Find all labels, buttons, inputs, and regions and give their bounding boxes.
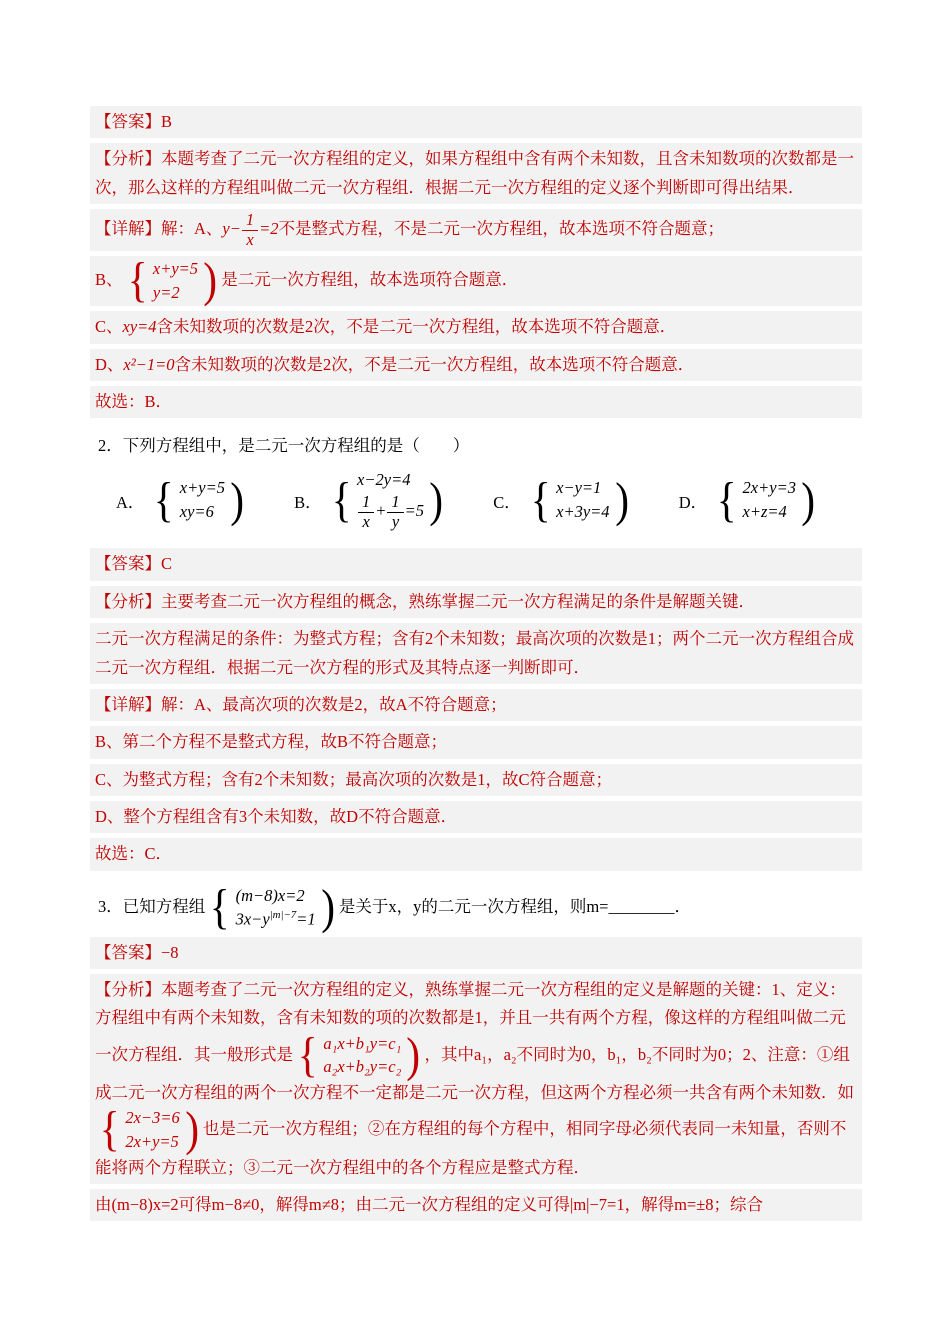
option-label: B． [294, 492, 322, 512]
right-paren: ) [429, 472, 444, 527]
q3-stem-post: 是关于x，y的二元一次方程组，则m=________． [338, 896, 691, 916]
fraction-numerator: 1 [358, 493, 374, 512]
right-paren: ) [203, 253, 218, 308]
math-expression: x²−1=0 [123, 354, 175, 374]
option-b [294, 469, 447, 533]
analysis-text: 主要考查二元一次方程组的概念，熟练掌握二元一次方程满足的条件是解题关键． [161, 591, 755, 611]
option-label: A． [116, 492, 145, 512]
system-row: x−y=1 [556, 478, 602, 498]
fraction-denominator: x [362, 511, 370, 531]
system-row: y=2 [152, 282, 180, 302]
equation-system [98, 1102, 200, 1157]
option-a [116, 472, 248, 527]
system-row: x−2y=4 [357, 469, 411, 489]
answer-label: 【答案】 [95, 554, 161, 574]
math-expression: =1 [296, 909, 316, 929]
detail-d-text: 含未知数项的次数是2次，不是二元一次方程组，故本选项不符合题意． [174, 354, 695, 374]
equation-system [529, 472, 630, 527]
left-brace: { [716, 472, 737, 527]
left-brace: { [530, 472, 551, 527]
q1-detail-a-line [90, 209, 862, 251]
right-paren: ) [184, 1102, 199, 1157]
system-rows [552, 478, 613, 522]
answer-label: 【答案】 [95, 112, 161, 131]
system-rows [232, 886, 320, 931]
fraction-numerator: 1 [387, 493, 403, 512]
detail-a-text: 解：A、最高次项的次数是2，故A不符合题意； [161, 694, 507, 714]
exponent: |m|−7 [269, 909, 297, 922]
detail-label: 【详解】 [95, 694, 161, 714]
detail-a-pre: 解：A、 [161, 218, 223, 238]
q1-analysis-line [90, 143, 862, 204]
left-brace: { [154, 472, 175, 527]
fraction [387, 493, 403, 531]
equation-system [715, 472, 816, 527]
detail-c-text: 含未知数项的次数是2次，不是二元一次方程组，故本选项不符合题意． [156, 317, 677, 337]
answer-value: B [161, 112, 173, 131]
right-paren: ) [320, 880, 335, 935]
plus-sign: + [375, 501, 387, 521]
option-label: D． [678, 492, 708, 512]
system-row: x+3y=4 [556, 502, 610, 522]
left-brace: { [331, 472, 352, 527]
system-row [357, 493, 424, 531]
q1-detail-b-line [90, 253, 862, 308]
analysis-text: 也是二元一次方程组；②在方程组的每个方程中，相同字母必须代表同一未知量，否则不能将两个方程联立；③二元一次方程组中的各个方程应是整式方程． [95, 1119, 847, 1177]
q2-detail-b-line: B、第二个方程不是整式方程，故B不符合题意； [90, 726, 862, 758]
q2-analysis-line2: 二元一次方程满足的条件：为整式方程；含有2个未知数；最高次项的次数是1；两个二元一次方程组合成二元一次方程组．根据二元一次方程的形式及其特点逐一判断即可． [90, 623, 862, 684]
q3-final-line: 由(m−8)x=2可得m−8≠0，解得m≠8；由二元一次方程组的定义可得|m|−7=1，解得m=±8；综合 [90, 1189, 862, 1221]
math-expression: xy=4 [122, 317, 157, 337]
system-row: 2x−3=6 [125, 1108, 180, 1128]
q2-stem: 2．下列方程组中，是二元一次方程组的是（ ） [98, 436, 470, 456]
left-brace: { [99, 1102, 120, 1157]
right-paren: ) [406, 1027, 421, 1082]
right-paren: ) [614, 472, 629, 527]
answer-value: C [161, 554, 173, 574]
q3-stem-pre: 3．已知方程组 [98, 896, 206, 916]
system-row: a₁x+b₁y=c₁ [323, 1033, 402, 1053]
option-d [678, 472, 819, 527]
system-row: a₂x+b₂y=c₂ [323, 1057, 402, 1077]
detail-b-pre: B、 [95, 269, 123, 289]
equation-system [330, 470, 445, 532]
q1-detail-c-line [90, 311, 862, 343]
fraction-numerator: 1 [242, 211, 258, 230]
fraction-denominator: x [246, 229, 254, 249]
option-c [493, 472, 633, 527]
detail-a-text: 不是整式方程，不是二元一次方程组，故本选项不符合题意； [278, 218, 725, 238]
system-rows [353, 470, 428, 532]
math-expression: =5 [404, 501, 425, 521]
right-paren: ) [801, 472, 815, 527]
analysis-text: 本题考查了二元一次方程组的定义，熟练掌握二元一次方程组的定义是解题的关键：1、定义：方程组中有两个未知数，含有未知数的项的次数都是1，并且一共有两个方程，像这样的方程组叫做二元一次方程组．其一般形式是 [95, 979, 846, 1064]
left-brace: { [297, 1027, 318, 1082]
system-row: 2x+y=3 [742, 478, 796, 498]
q1-answer-line [90, 106, 862, 138]
system-rows [319, 1034, 405, 1078]
left-brace: { [127, 253, 148, 308]
detail-c-pre: C、 [95, 317, 123, 337]
system-rows [176, 478, 229, 522]
analysis-label: 【分析】 [95, 979, 161, 999]
math-expression: =2 [259, 218, 279, 238]
equation-system [152, 472, 245, 527]
equation-system [208, 880, 336, 935]
q3-answer-line [90, 937, 862, 969]
system-row: x+y=5 [152, 259, 199, 279]
left-brace: { [210, 880, 230, 935]
system-row: xy=6 [179, 502, 214, 522]
q2-conclusion-line: 故选：C． [90, 838, 862, 870]
detail-b-text: 是二元一次方程组，故本选项符合题意． [221, 269, 519, 289]
analysis-text: 本题考查了二元一次方程组的定义，如果方程组中含有两个未知数，且含未知数项的次数都是一次，那么这样的方程组叫做二元一次方程组．根据二元一次方程组的定义逐个判断即可得出结果． [95, 149, 854, 197]
system-rows [739, 478, 800, 522]
answer-label: 【答案】 [95, 942, 161, 962]
q2-detail-d-line: D、整个方程组含有3个未知数，故D不符合题意． [90, 801, 862, 833]
q2-detail-c-line: C、为整式方程；含有2个未知数；最高次项的次数是1，故C符合题意； [90, 764, 862, 796]
option-label: C． [493, 492, 521, 512]
right-paren: ) [230, 472, 244, 527]
equation-system [126, 253, 219, 308]
q2-detail-a-line [90, 689, 862, 721]
q1-detail-d-line [90, 349, 862, 381]
fraction [242, 211, 258, 249]
system-row: (m−8)x=2 [235, 885, 305, 905]
system-row: x+z=4 [742, 502, 787, 522]
detail-d-pre: D、 [95, 354, 124, 374]
system-rows [149, 259, 202, 303]
q3-stem [90, 880, 862, 935]
q1-conclusion-line: 故选：B． [90, 386, 862, 418]
analysis-label: 【分析】 [95, 149, 161, 169]
system-rows [121, 1108, 183, 1152]
fraction [358, 493, 374, 531]
q2-analysis-line [90, 586, 862, 618]
q2-answer-line [90, 548, 862, 580]
detail-label: 【详解】 [95, 218, 161, 238]
analysis-text: ，其中a₁，a₂不同时为0，b₁，b₂不同时为0；2、注意：①组成二元一次方程组的两个一次方程不一定都是二元一次方程，但这两个方程必须一共含有两个未知数．如 [95, 1044, 854, 1102]
math-expression: y− [222, 218, 241, 238]
equation-system [296, 1027, 422, 1082]
answer-value: −8 [161, 942, 179, 962]
analysis-label: 【分析】 [95, 591, 161, 611]
q3-analysis-block [90, 974, 862, 1184]
q2-options-row [90, 469, 862, 533]
system-row [236, 909, 316, 930]
system-row: 2x+y=5 [125, 1131, 179, 1151]
math-expression: 3x−y [235, 909, 270, 929]
system-row: x+y=5 [179, 478, 225, 498]
fraction-denominator: y [391, 511, 400, 531]
